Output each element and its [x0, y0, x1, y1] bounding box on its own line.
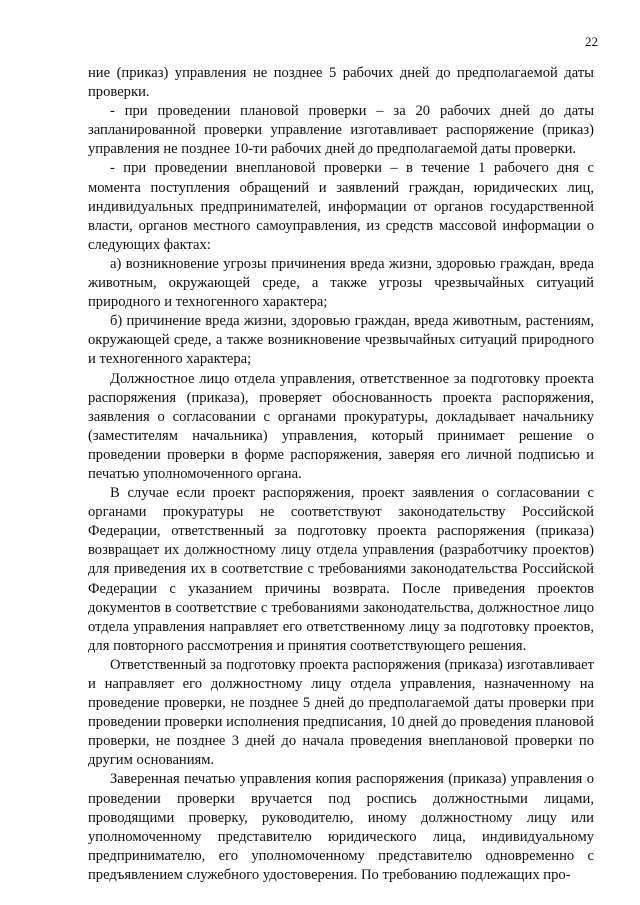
paragraph-6: Должностное лицо отдела управления, ответственное за подготовку проекта распоряжения (приказа), проверяет обоснованность проекта распоряжения, заявления о согласовании с органами прокуратуры, докладывает начальнику (заместителям начальника) управления, который принимает решение о проведении проверки в форме распоряжения, заверяя его личной подписью и печатью уполномоченного органа. — [88, 370, 594, 482]
paragraph-5: б) причинение вреда жизни, здоровью граждан, вреда животным, растениям, окружающей среде, а также возникновение чрезвычайных ситуаций природного и техногенного характера; — [88, 313, 594, 368]
paragraph-9: Заверенная печатью управления копия распоряжения (приказа) управления о проведении проверки вручается под роспись должностными лицами, проводящими проверку, руководителю, иному должностному лицу или уполномоченному представителю юридического лица, индивидуальному предпринимателю, его уполномоченному представителю одновременно с предъявлением служебного удостоверения. По требованию подлежащих про- — [88, 771, 594, 883]
paragraph-7: В случае если проект распоряжения, проект заявления о согласовании с органами прокуратуры не соответствуют законодательству Российской Федерации, ответственный за подготовку проекта распоряжения (приказа) возвращает их должностному лицу отдела управления (разработчику проектов) для приведения их в соответствие с требованиями законодательства Российской Федерации с указанием причины возврата. После приведения проектов документов в соответствие с требованиями законодательства, должностное лицо отдела управления направляет его ответственному лицу за подготовку проектов, для повторного рассмотрения и принятия соответствующего решения. — [88, 485, 594, 654]
paragraph-8: Ответственный за подготовку проекта распоряжения (приказа) изготавливает и направляет его должностному лицу отдела управления, назначенному на проведение проверки, не позднее 5 дней до предполагаемой даты проверки при проведении проверки исполнения предписания, 10 дней до проведения плановой проверки, не позднее 3 дней до начала проведения внеплановой проверки по другим основаниям. — [88, 656, 594, 769]
page-number: 22 — [585, 34, 598, 49]
paragraph-3: - при проведении внеплановой проверки – в течение 1 рабочего дня с момента поступления обращений и заявлений граждан, юридических лиц, индивидуальных предпринимателей, информации от органов государственной власти, органов местного самоуправления, из средств массовой информации о следующих фактах: — [88, 160, 594, 253]
paragraph-1: ние (приказ) управления не позднее 5 рабочих дней до предполагаемой даты проверки. — [88, 65, 594, 101]
document-body — [88, 64, 594, 885]
paragraph-2: - при проведении плановой проверки – за 20 рабочих дней до даты запланированной проверки управление изготавливает распоряжение (приказ) управления не позднее 10-ти рабочих дней до предполагаемой даты проверки. — [88, 103, 594, 158]
paragraph-4: а) возникновение угрозы причинения вреда жизни, здоровью граждан, вреда животным, окружающей среде, а также угрозы чрезвычайных ситуаций природного и техногенного характера; — [88, 255, 594, 311]
